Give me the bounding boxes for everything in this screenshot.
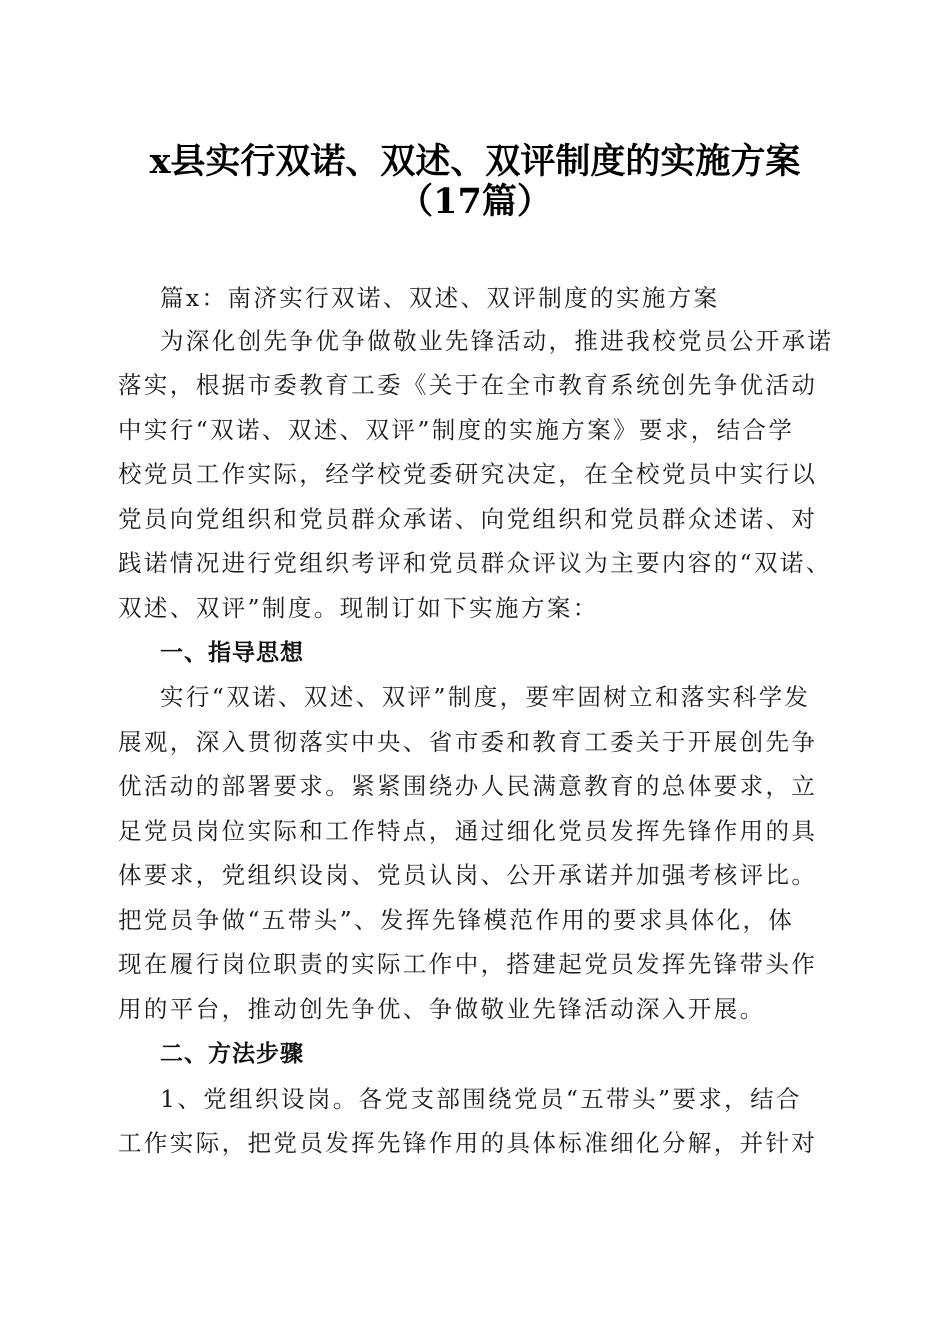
paragraph-line: 用的平台，推动创先争优、争做敬业先锋活动深入开展。	[118, 995, 766, 1023]
paragraph-line: 党员向党组织和党员群众承诺、向党组织和党员群众述诺、对	[118, 505, 818, 533]
paragraph-line: 优活动的部署要求。紧紧围绕办人民满意教育的总体要求，立	[118, 772, 818, 800]
paragraph-line: 展观，深入贯彻落实中央、省市委和教育工委关于开展创先争	[118, 728, 818, 756]
paragraph-line: 实行“双诺、双述、双评”制度，要牢固树立和落实科学发	[160, 683, 811, 711]
paragraph-line: 体要求，党组织设岗、党员认岗、公开承诺并加强考核评比。	[118, 861, 818, 889]
paragraph-line: 把党员争做“五带头”、发挥先锋模范作用的要求具体化，体	[118, 906, 795, 934]
paragraph-line: 中实行“双诺、双述、双评”制度的实施方案》要求，结合学	[118, 416, 795, 444]
paragraph-line: 践诺情况进行党组织考评和党员群众评议为主要内容的“双诺、	[118, 549, 832, 577]
paragraph-line: 双述、双评”制度。现制订如下实施方案：	[118, 594, 599, 622]
document-title: x县实行双诺、双述、双评制度的实施方案	[149, 141, 801, 182]
paragraph-line: 校党员工作实际，经学校党委研究决定，在全校党员中实行以	[118, 460, 818, 488]
article-subtitle: 篇x：南济实行双诺、双述、双评制度的实施方案	[160, 284, 720, 312]
paragraph-line: 为深化创先争优争做敬业先锋活动，推进我校党员公开承诺	[160, 327, 834, 355]
paragraph-line: 落实，根据市委教育工委《关于在全市教育系统创先争优活动	[118, 371, 818, 399]
section-heading-method-steps: 二、方法步骤	[160, 1041, 304, 1067]
paragraph-line: 1、党组织设岗。各党支部围绕党员“五带头”要求，结合	[160, 1085, 802, 1113]
paragraph-line: 现在履行岗位职责的实际工作中，搭建起党员发挥先锋带头作	[118, 950, 818, 978]
document-title-count: （17篇）	[398, 181, 552, 222]
paragraph-line: 足党员岗位实际和工作特点，通过细化党员发挥先锋作用的具	[118, 817, 818, 845]
section-heading-guiding-ideology: 一、指导思想	[160, 640, 304, 666]
paragraph-line: 工作实际，把党员发挥先锋作用的具体标准细化分解，并针对	[118, 1129, 818, 1157]
